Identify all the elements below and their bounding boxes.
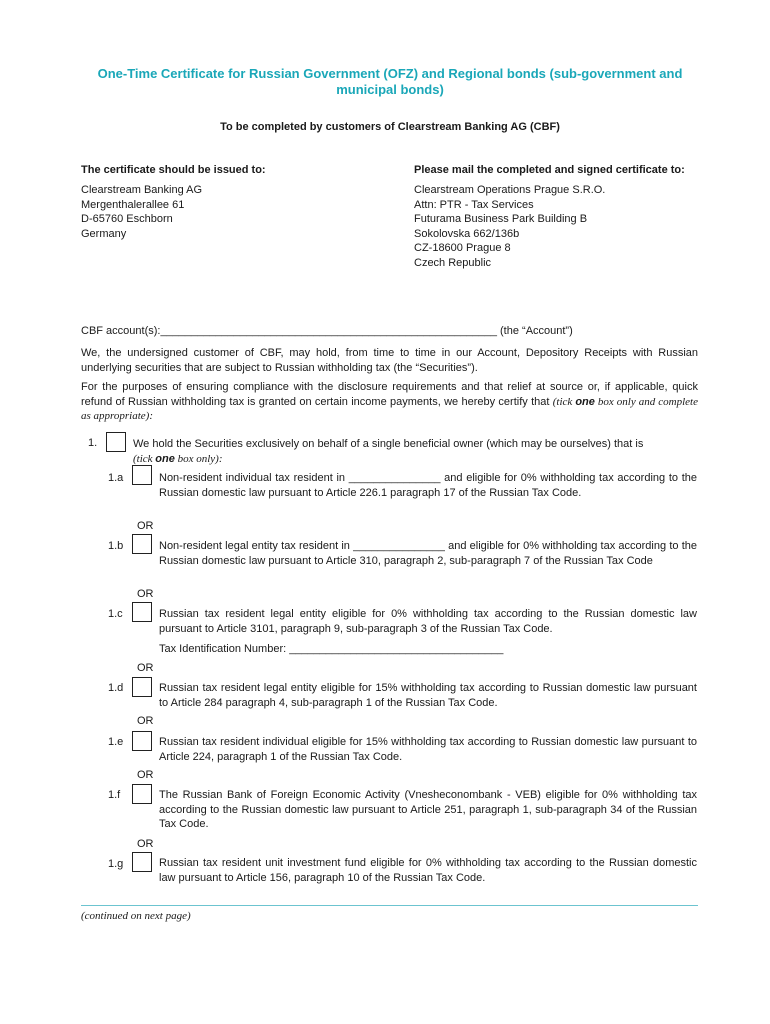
option-number: 1.g (108, 858, 124, 870)
option-1e-checkbox[interactable] (132, 731, 152, 751)
option-1g-text: Russian tax resident unit investment fund eligible for 0% withholding tax according to the Russian domestic law pursuant to Article 156, paragraph 10 of the Russian Tax Code. (159, 857, 697, 884)
option-number: 1.d (108, 682, 124, 694)
option-1f-text: The Russian Bank of Foreign Economic Activity (Vnesheconombank - VEB) eligible for 0% withholding tax according to the Russian domestic law pursuant to Article 251, paragraph 1, sub-paragraph 34 of the Russian Tax Code. (159, 789, 697, 831)
option-1d-text: Russian tax resident legal entity eligible for 15% withholding tax according to Russian domestic law pursuant to Article 284 paragraph 4, sub-paragraph 1 of the Russian Tax Code. (159, 682, 697, 709)
option-1b-text: Non-resident legal entity tax resident in _______________ and eligible for 0% withholding tax according to the Russian domestic law pursuant to Article 310, paragraph 2, sub-paragraph 7 of the Russian Tax Code (159, 540, 697, 567)
option-1b-checkbox[interactable] (132, 534, 152, 554)
option-1f-checkbox[interactable] (132, 784, 152, 804)
section-1-statement: We hold the Securities exclusively on behalf of a single beneficial owner (which may be ourselves) that is (133, 438, 644, 450)
or-separator: OR (137, 769, 154, 781)
purpose-paragraph (81, 380, 698, 424)
intro-paragraph: We, the undersigned customer of CBF, may hold, from time to time in our Account, Depository Receipts with Russian underlying securities that are subject to Russian withholding tax (the “Securities”). (81, 347, 698, 374)
address-line: Czech Republic (414, 256, 492, 269)
section-number: 1. (88, 437, 98, 449)
option-1c-checkbox[interactable] (132, 602, 152, 622)
option-1c-text: Russian tax resident legal entity eligible for 0% withholding tax according to the Russian domestic law pursuant to Article 3101, paragraph 9, sub-paragraph 3 of the Russian Tax Code. (159, 608, 697, 635)
account-suffix: (the “Account”) (500, 325, 573, 337)
option-number: 1.b (108, 540, 124, 552)
tick-note-post: box only and complete as appropriate): (81, 395, 698, 422)
account-label: CBF account(s): (81, 325, 161, 337)
option-1a-text: Non-resident individual tax resident in _______________ and eligible for 0% withholding tax according to the Russian domestic law pursuant to Article 226.1 paragraph 17 of the Russian Tax Code. (159, 472, 697, 499)
or-separator: OR (137, 662, 154, 674)
footer-divider (81, 905, 698, 906)
note-bold: one (155, 452, 175, 465)
address-line: Mergenthalerallee 61 (81, 198, 185, 211)
issued-to-address (81, 183, 202, 241)
option-number: 1.a (108, 472, 124, 484)
address-line: Clearstream Banking AG (81, 184, 203, 196)
page-title: One-Time Certificate for Russian Government (OFZ) and Regional bonds (sub-government and municipal bonds) (97, 66, 683, 97)
account-line (81, 324, 698, 339)
address-line: Sokolovska 662/136b (414, 227, 520, 240)
page-subtitle: To be completed by customers of Clearstream Banking AG (CBF) (220, 121, 560, 133)
section-1-text (133, 437, 698, 466)
or-separator: OR (137, 838, 154, 850)
tick-note-pre: (tick (552, 395, 576, 408)
option-number: 1.e (108, 736, 124, 748)
option-number: 1.c (108, 608, 123, 620)
address-line: Attn: PTR - Tax Services (414, 198, 534, 211)
or-separator: OR (137, 588, 154, 600)
address-line: Futurama Business Park Building B (414, 213, 588, 226)
option-number: 1.f (108, 789, 121, 801)
or-separator: OR (137, 520, 154, 532)
account-field[interactable]: _______________________________________________________ (160, 325, 497, 337)
note-post: box only): (174, 452, 223, 465)
option-1e-text: Russian tax resident individual eligible for 15% withholding tax according to Russian domestic law pursuant to Article 224, paragraph 1 of the Russian Tax Code. (159, 736, 697, 763)
mail-to-heading: Please mail the completed and signed certificate to: (414, 164, 685, 176)
purpose-text: For the purposes of ensuring compliance with the disclosure requirements and that relief at source or, if applicable, quick refund of Russian withholding tax is granted on certain income payments, we hereby certify that (81, 381, 698, 408)
issued-to-heading: The certificate should be issued to: (81, 164, 266, 176)
or-separator: OR (137, 715, 154, 727)
option-1a-checkbox[interactable] (132, 465, 152, 485)
section-1-checkbox[interactable] (106, 432, 126, 452)
tick-note-bold: one (575, 395, 595, 408)
section-1-note (133, 453, 223, 465)
mail-to-address (414, 183, 605, 271)
address-line: CZ-18600 Prague 8 (414, 242, 511, 255)
address-line: Germany (81, 227, 127, 240)
address-line: Clearstream Operations Prague S.R.O. (414, 184, 606, 196)
tax-id-field[interactable]: Tax Identification Number: ___________________________________ (159, 643, 504, 655)
address-line: D-65760 Eschborn (81, 213, 173, 226)
continued-note: (continued on next page) (81, 910, 191, 922)
option-1g-checkbox[interactable] (132, 852, 152, 872)
option-1d-checkbox[interactable] (132, 677, 152, 697)
note-pre: (tick (133, 452, 156, 465)
